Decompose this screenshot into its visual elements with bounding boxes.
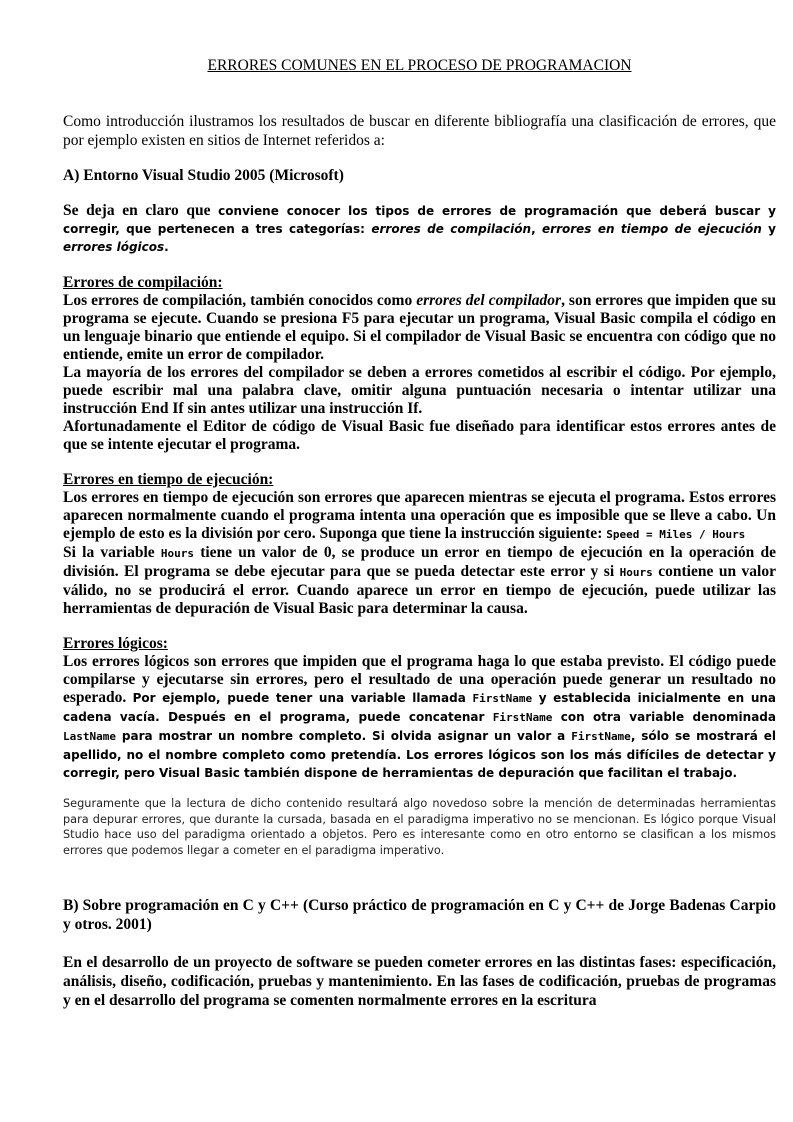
compile-errors-p1 [63,292,776,364]
lead-category-compile: errores de compilación [371,222,532,236]
logic-s4: para mostrar un nombre completo. Si olvida asignar un valor a [115,729,572,743]
runtime-errors-p2 [63,544,776,618]
compile-errors-p2: La mayoría de los errores del compilador se deben a errores cometidos al escribir el código. Por ejemplo, puede escribir mal una palabra clave, omitir alguna puntuación necesaria o intentar utilizar una instrucción End If sin antes utilizar una instrucción If. [63,364,776,417]
logic-s5: , sólo se mostrará el apellido, no el nombre completo como pretendía. Los errores lógicos son los más difíciles de detectar y corregir, pero Visual Basic también dispone de herramientas de depuración que facilitan el trabajo. [63,729,776,780]
logic-errors-heading: Errores lógicos: [63,635,168,652]
compile-errors-heading: Errores de compilación: [63,274,223,291]
logic-errors-p1 [63,653,776,782]
compile-errors-p3: Afortunadamente el Editor de código de Visual Basic fue diseñado para identificar estos errores antes de que se intente ejecutar el programa. [63,418,776,453]
spacer [63,454,776,471]
logic-var-firstname-1: FirstName [472,692,533,705]
runtime-p2c: contiene un valor válido, no se producirá el error. Cuando aparece un error en tiempo de ejecución, puede utilizar las herramientas de depuración de Visual Basic para determinar la causa. [63,563,776,617]
lead-end: . [164,240,169,254]
lead-part2: conviene conocer los tipos de errores de programación que deberá buscar y corregir, que pertenecen a tres categorías: [63,204,776,236]
logic-s2: y establecida inicialmente en una cadena vacía. Después en el programa, puede concatenar [63,691,776,724]
document-page [63,56,776,1010]
compile-p1-emphasis: errores del compilador [416,292,562,309]
runtime-var-hours-2: Hours [619,566,653,579]
lead-category-runtime: errores en tiempo de ejecución [542,222,762,236]
section-a-title: A) Entorno Visual Studio 2005 (Microsoft) [63,167,344,184]
logic-var-firstname-3: FirstName [571,730,631,743]
runtime-p2a: Si la variable [63,544,161,561]
spacer [63,618,776,635]
intro-paragraph: Como introducción ilustramos los resultados de buscar en diferente bibliografía una clasificación de errores, que por ejemplo existen en sitios de Internet referidos a: [63,113,776,149]
runtime-var-hours-1: Hours [160,547,194,560]
section-b-paragraph: En el desarrollo de un proyecto de software se pueden cometer errores en las distintas fases: especificación, análisis, diseño, codificación, pruebas y mantenimiento. En las fases de codificación, pruebas de programas y en el desarrollo del programa se comenten normalmente errores en la escritura [63,954,776,1010]
logic-s1: Por ejemplo, puede tener una variable llamada [132,691,473,705]
author-comment: Seguramente que la lectura de dicho contenido resultará algo novedoso sobre la mención de determinadas herramientas para depurar errores, que durante la cursada, basada en el paradigma imperativo no se mencionan. Es lógico porque Visual Studio hace uso del paradigma orientado a objetos. Pero es interesante como en otro entorno se clasifican a los mismos errores que podemos llegar a cometer en el paradigma imperativo. [63,797,776,857]
runtime-errors-p1 [63,489,776,544]
lead-part1: Se deja en claro que [63,202,219,219]
compile-p1b: , son errores que impiden que su programa se ejecute. Cuando se presiona F5 para ejecutar un programa, Visual Basic compila el código en un lenguaje binario que entiende el equipo. Si el compilador de Visual Basic se encuentra con código que no entiende, emite un error de compilador. [63,292,776,363]
logic-var-firstname-2: FirstName [492,711,553,724]
logic-s3: con otra variable denominada [552,710,776,724]
page-title: ERRORES COMUNES EN EL PROCESO DE PROGRAMACION [207,57,632,74]
section-a-lead [63,202,776,256]
runtime-p2b: tiene un valor de 0, se produce un error en tiempo de ejecución en la operación de división. El programa se debe ejecutar para que se pueda detectar este error y si [63,544,776,580]
compile-p1a: Los errores de compilación, también conocidos como [63,292,417,309]
lead-sep1: , [531,222,543,236]
logic-var-lastname: LastName [63,730,116,743]
section-b-title: B) Sobre programación en C y C++ (Curso práctico de programación en C y C++ de Jorge Badenas Carpio y otros. 2001) [63,897,776,934]
logic-p1: Los errores lógicos son errores que impiden que el programa haga lo que estaba previsto. El código puede compilarse y ejecutarse sin errores, pero el resultado de una operación puede generar un resultado no esperado. [63,653,776,706]
lead-sep2: y [761,222,777,236]
lead-category-logic: errores lógicos [63,240,165,254]
runtime-code-example: Speed = Miles / Hours [606,528,746,541]
runtime-errors-heading: Errores en tiempo de ejecución: [63,471,274,488]
runtime-p1: Los errores en tiempo de ejecución son errores que aparecen mientras se ejecuta el programa. Estos errores aparecen normalmente cuando el programa intenta una operación que es imposible que se lleve a cabo. Un ejemplo de esto es la división por cero. Suponga que tiene la instrucción siguiente: [63,489,776,542]
